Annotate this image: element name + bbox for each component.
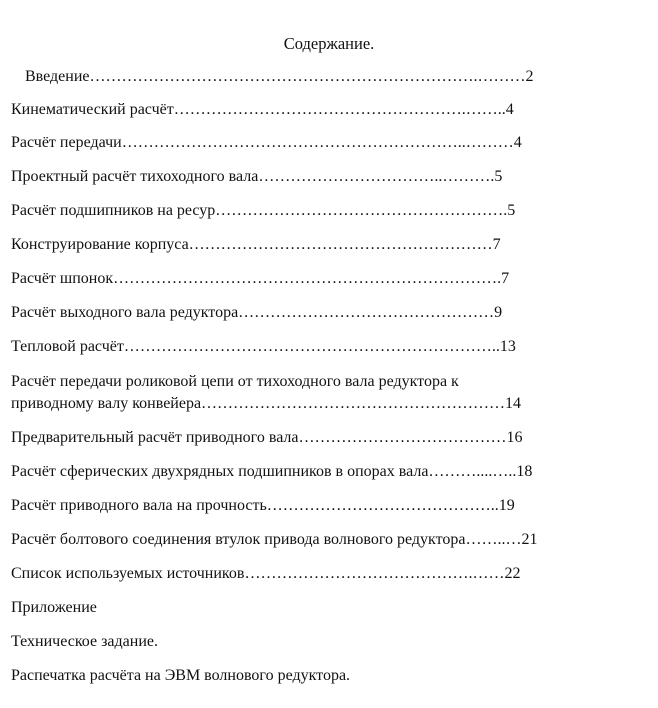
toc-entry-roller-chain-line1: Расчёт передачи роликовой цепи от тихоходного вала редуктора к [11,373,459,390]
toc-entry-thermal-calculation: Тепловой расчёт……………………………………………………………..13 [11,338,516,355]
toc-entry-drive-shaft-strength: Расчёт приводного вала на прочность……………………………………..19 [11,497,515,514]
toc-entry-key-calculation: Расчёт шпонок……………………………………………………………….7 [11,270,510,287]
toc-entry-transmission-calculation: Расчёт передачи………………………………………………………..………4 [11,134,522,151]
toc-entry-output-shaft: Расчёт выходного вала редуктора…………………………………………9 [11,304,503,321]
toc-entry-appendix: Приложение [11,599,97,616]
toc-entry-slow-shaft-design: Проектный расчёт тихоходного вала……………………………..……….5 [11,168,503,185]
toc-entry-bolted-connection: Расчёт болтового соединения втулок привода волнового редуктора……..…21 [11,531,538,548]
toc-entry-spherical-bearings: Расчёт сферических двухрядных подшипников в опорах вала………....…..18 [11,463,533,480]
toc-entry-computer-printout: Распечатка расчёта на ЭВМ волнового редуктора. [11,667,351,684]
toc-entry-drive-shaft-preliminary: Предварительный расчёт приводного вала…………………………………16 [11,429,523,446]
toc-entry-introduction: Введение……………………………………………………………….………2 [25,68,534,85]
toc-entry-kinematic-calculation: Кинематический расчёт……………………………………………….……..4 [11,101,514,118]
toc-entry-roller-chain-line2: приводному валу конвейера…………………………………………………14 [11,395,522,412]
toc-entry-bearing-life: Расчёт подшипников на ресур……………………………………………….5 [11,202,516,219]
toc-entry-technical-task: Техническое задание. [11,633,158,650]
toc-entry-housing-design: Конструирование корпуса…………………………………………………7 [11,236,501,253]
toc-title: Содержание. [283,34,375,53]
toc-entry-references: Список используемых источников…………………………………….……22 [11,565,521,582]
